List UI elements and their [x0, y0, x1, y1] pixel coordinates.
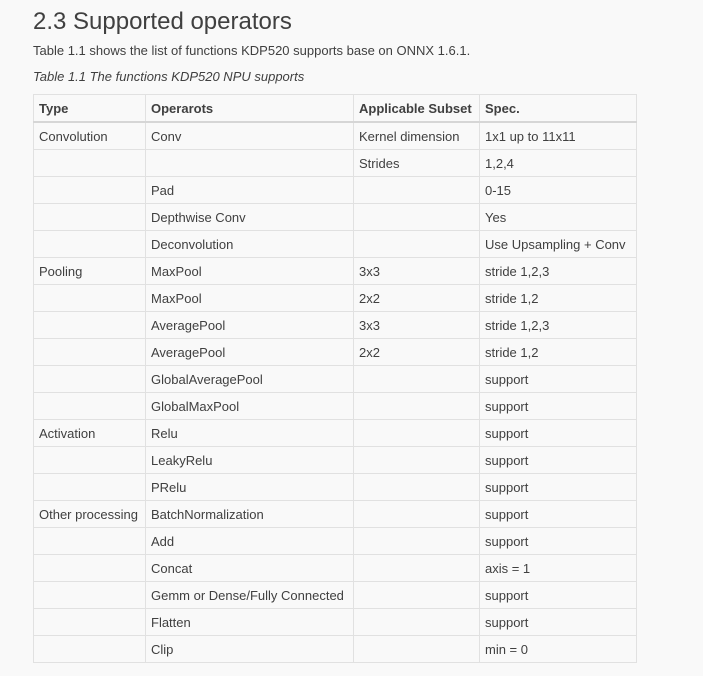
cell-subset [354, 528, 480, 555]
table-row [34, 366, 637, 393]
cell-subset [354, 393, 480, 420]
cell-type [34, 393, 146, 420]
table-row [34, 285, 637, 312]
cell-type [34, 339, 146, 366]
cell-type [34, 204, 146, 231]
cell-type [34, 447, 146, 474]
cell-spec: 1x1 up to 11x11 [480, 122, 637, 150]
cell-subset [354, 501, 480, 528]
cell-spec: support [480, 420, 637, 447]
table-row [34, 312, 637, 339]
cell-spec: support [480, 528, 637, 555]
table-row [34, 339, 637, 366]
cell-subset: 3x3 [354, 258, 480, 285]
cell-spec: stride 1,2 [480, 285, 637, 312]
cell-operator: AveragePool [146, 339, 354, 366]
cell-type: Other processing [34, 501, 146, 528]
cell-operator: Add [146, 528, 354, 555]
cell-subset [354, 636, 480, 663]
cell-subset [354, 420, 480, 447]
cell-operator: MaxPool [146, 258, 354, 285]
operators-table [33, 94, 637, 663]
table-row [34, 393, 637, 420]
cell-type: Pooling [34, 258, 146, 285]
table-row [34, 258, 637, 285]
cell-spec: support [480, 393, 637, 420]
cell-type [34, 366, 146, 393]
cell-spec: stride 1,2,3 [480, 312, 637, 339]
header-operators: Operarots [146, 95, 354, 123]
cell-operator: Flatten [146, 609, 354, 636]
header-spec: Spec. [480, 95, 637, 123]
cell-spec: stride 1,2 [480, 339, 637, 366]
cell-operator: Pad [146, 177, 354, 204]
table-row [34, 555, 637, 582]
cell-operator: Deconvolution [146, 231, 354, 258]
cell-spec: support [480, 582, 637, 609]
table-row [34, 150, 637, 177]
cell-operator: Depthwise Conv [146, 204, 354, 231]
cell-operator: BatchNormalization [146, 501, 354, 528]
table-row [34, 420, 637, 447]
cell-spec: support [480, 474, 637, 501]
cell-subset [354, 447, 480, 474]
cell-operator: PRelu [146, 474, 354, 501]
table-caption: Table 1.1 The functions KDP520 NPU supports [33, 69, 305, 84]
cell-subset: Strides [354, 150, 480, 177]
cell-operator: Gemm or Dense/Fully Connected [146, 582, 354, 609]
cell-subset: 3x3 [354, 312, 480, 339]
cell-type [34, 636, 146, 663]
cell-spec: Yes [480, 204, 637, 231]
cell-subset [354, 177, 480, 204]
cell-type [34, 231, 146, 258]
cell-subset: 2x2 [354, 285, 480, 312]
table-row [34, 231, 637, 258]
cell-type [34, 177, 146, 204]
table-header-row [34, 95, 637, 123]
cell-operator: Conv [146, 122, 354, 150]
cell-spec: min = 0 [480, 636, 637, 663]
cell-type [34, 285, 146, 312]
cell-type [34, 555, 146, 582]
intro-paragraph: Table 1.1 shows the list of functions KDP520 supports base on ONNX 1.6.1. [33, 43, 471, 58]
cell-spec: 0-15 [480, 177, 637, 204]
cell-subset [354, 582, 480, 609]
cell-spec: support [480, 366, 637, 393]
cell-operator: Clip [146, 636, 354, 663]
cell-spec: axis = 1 [480, 555, 637, 582]
cell-type: Activation [34, 420, 146, 447]
table-row [34, 528, 637, 555]
cell-operator: LeakyRelu [146, 447, 354, 474]
cell-subset [354, 366, 480, 393]
cell-spec: stride 1,2,3 [480, 258, 637, 285]
cell-type [34, 474, 146, 501]
cell-operator: GlobalAveragePool [146, 366, 354, 393]
cell-type [34, 582, 146, 609]
doc-section [33, 0, 673, 663]
cell-operator: AveragePool [146, 312, 354, 339]
cell-subset [354, 609, 480, 636]
table-body [34, 122, 637, 663]
table-row [34, 609, 637, 636]
header-type: Type [34, 95, 146, 123]
table-row [34, 204, 637, 231]
table-row [34, 474, 637, 501]
cell-operator: Concat [146, 555, 354, 582]
table-row [34, 501, 637, 528]
cell-type: Convolution [34, 122, 146, 150]
cell-operator [146, 150, 354, 177]
table-row [34, 636, 637, 663]
table-row [34, 122, 637, 150]
table-row [34, 582, 637, 609]
cell-subset [354, 204, 480, 231]
table-row [34, 177, 637, 204]
cell-subset: Kernel dimension [354, 122, 480, 150]
cell-spec: support [480, 609, 637, 636]
cell-type [34, 528, 146, 555]
section-heading: 2.3 Supported operators [33, 8, 292, 35]
header-applicable-subset: Applicable Subset [354, 95, 480, 123]
cell-spec: 1,2,4 [480, 150, 637, 177]
cell-subset [354, 474, 480, 501]
cell-subset [354, 231, 480, 258]
cell-type [34, 150, 146, 177]
cell-type [34, 609, 146, 636]
cell-operator: MaxPool [146, 285, 354, 312]
cell-subset: 2x2 [354, 339, 480, 366]
cell-operator: GlobalMaxPool [146, 393, 354, 420]
cell-spec: support [480, 501, 637, 528]
cell-spec: support [480, 447, 637, 474]
cell-operator: Relu [146, 420, 354, 447]
cell-type [34, 312, 146, 339]
table-row [34, 447, 637, 474]
cell-spec: Use Upsampling + Conv [480, 231, 637, 258]
cell-subset [354, 555, 480, 582]
